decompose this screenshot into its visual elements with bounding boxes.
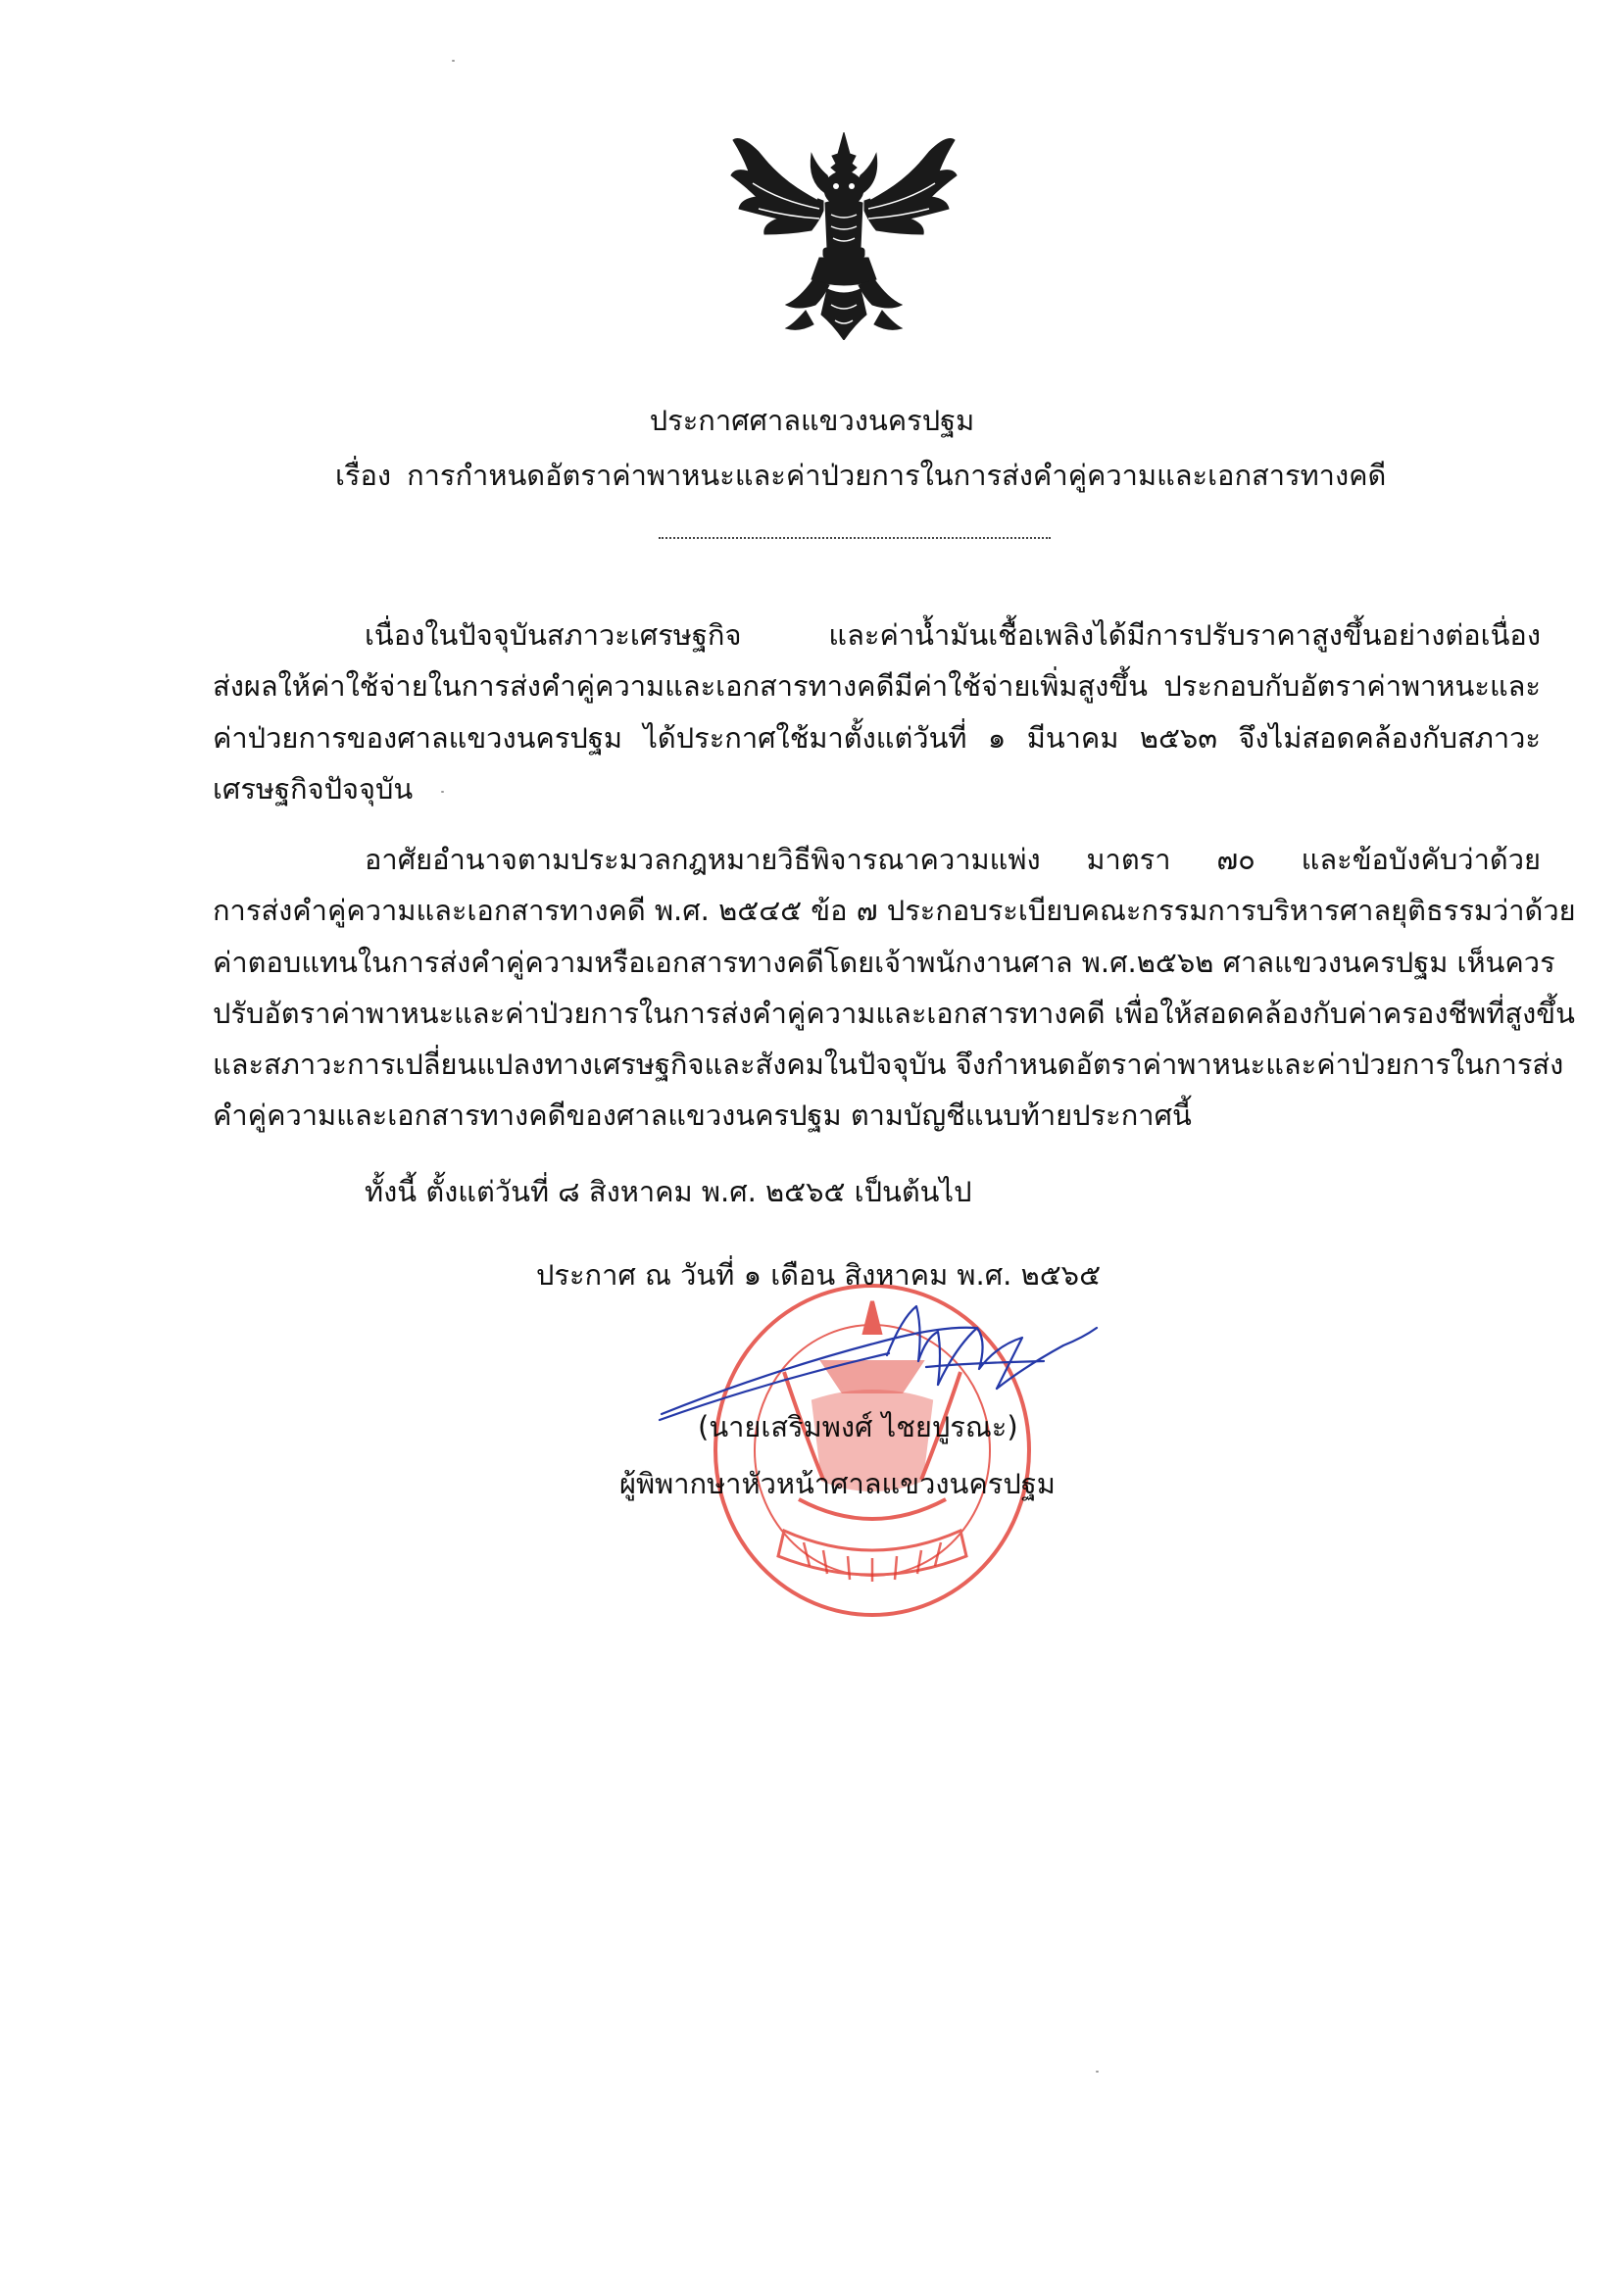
- garuda-emblem-icon: [729, 132, 959, 340]
- effective-date: ทั้งนี้ ตั้งแต่วันที่ ๘ สิงหาคม พ.ศ. ๒๕๖๕ เป็นต้นไป: [365, 1175, 972, 1208]
- signer-title: ผู้พิพากษาหัวหน้าศาลแขวงนครปฐม: [619, 1467, 1056, 1500]
- paragraph-line: เศรษฐกิจปัจจุบัน: [213, 772, 414, 806]
- paragraph-line: ค่าป่วยการของศาลแขวงนครปฐม ได้ประกาศใช้มาตั้งแต่วันที่ ๑ มีนาคม ๒๕๖๓ จึงไม่สอดคล้องกับสภาวะ: [213, 721, 1541, 755]
- document-subject: [335, 456, 1386, 495]
- paragraph-line: คำคู่ความและเอกสารทางคดีของศาลแขวงนครปฐม ตามบัญชีแนบท้ายประกาศนี้: [213, 1099, 1192, 1132]
- scan-speck: [441, 791, 444, 793]
- subject-text: การกำหนดอัตราค่าพาหนะและค่าป่วยการในการส่งคำคู่ความและเอกสารทางคดี: [407, 459, 1387, 492]
- paragraph-line: อาศัยอำนาจตามประมวลกฎหมายวิธีพิจารณาความแพ่ง มาตรา ๗๐ และข้อบังคับว่าด้วย: [365, 843, 1541, 876]
- scan-speck: [452, 60, 455, 62]
- document-title: ประกาศศาลแขวงนครปฐม: [649, 404, 975, 437]
- paragraph-line: การส่งคำคู่ความและเอกสารทางคดี พ.ศ. ๒๕๔๕ ข้อ ๗ ประกอบระเบียบคณะกรรมการบริหารศาลยุติธรรมว่าด้วย: [213, 894, 1576, 927]
- handwritten-signature-icon: [632, 1298, 1103, 1436]
- paragraph-line: และสภาวะการเปลี่ยนแปลงทางเศรษฐกิจและสังคมในปัจจุบัน จึงกำหนดอัตราค่าพาหนะและค่าป่วยการในการส่ง: [213, 1048, 1564, 1081]
- paragraph-line: ส่งผลให้ค่าใช้จ่ายในการส่งคำคู่ความและเอกสารทางคดีมีค่าใช้จ่ายเพิ่มสูงขึ้น ประกอบกับอัตราค่าพาหนะและ: [213, 669, 1541, 703]
- subject-label: เรื่อง: [335, 459, 392, 492]
- paragraph-line: ค่าตอบแทนในการส่งคำคู่ความหรือเอกสารทางคดีโดยเจ้าพนักงานศาล พ.ศ.๒๕๖๒ ศาลแขวงนครปฐม เห็นควร: [213, 946, 1555, 979]
- paragraph-line: เนื่องในปัจจุบันสภาวะเศรษฐกิจ และค่าน้ำมันเชื้อเพลิงได้มีการปรับราคาสูงขึ้นอย่างต่อเนื่อง: [365, 618, 1541, 652]
- announcement-date: ประกาศ ณ วันที่ ๑ เดือน สิงหาคม พ.ศ. ๒๕๖๕: [536, 1258, 1102, 1292]
- scan-speck: [1096, 2071, 1099, 2073]
- paragraph-line: ปรับอัตราค่าพาหนะและค่าป่วยการในการส่งคำคู่ความและเอกสารทางคดี เพื่อให้สอดคล้องกับค่าครองชีพที่สูงขึ้น: [213, 997, 1575, 1030]
- dotted-divider: [659, 537, 1051, 539]
- signer-name: (นายเสริมพงศ์ ไชยปูรณะ): [698, 1410, 1018, 1443]
